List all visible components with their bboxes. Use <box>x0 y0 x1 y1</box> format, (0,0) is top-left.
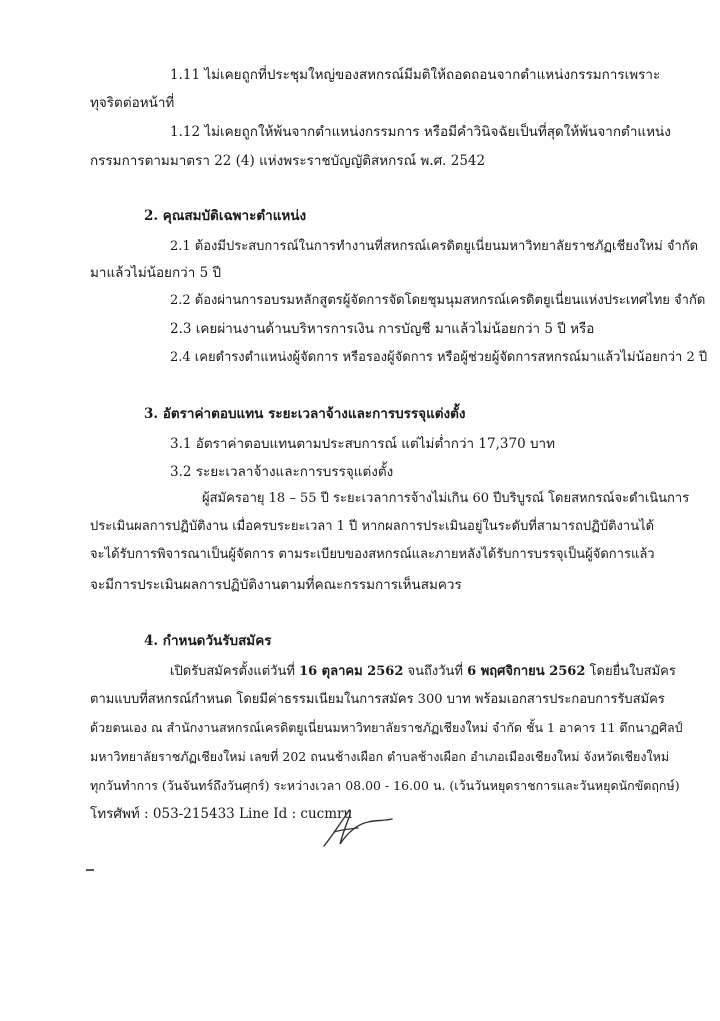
item-4-para-4: มหาวิทยาลัยราชภัฏเชียงใหม่ เลขที่ 202 ถนนช้างเผือก ตำบลช้างเผือก อำเภอเมืองเชียงใหม่ จังหวัดเชียงใหม่ <box>90 749 670 764</box>
item-3-2-para-4: จะมีการประเมินผลการปฏิบัติงานตามที่คณะกรรมการเห็นสมควร <box>90 577 462 593</box>
apply-start-label: เปิดรับสมัครตั้งแต่วันที่ <box>170 664 300 679</box>
section-4-heading: 4. กำหนดวันรับสมัคร <box>144 633 272 649</box>
section-3-heading: 3. อัตราค่าตอบแทน ระยะเวลาจ้างและการบรรจุแต่งตั้ง <box>144 406 466 422</box>
section-2-heading: 2. คุณสมบัติเฉพาะตำแหน่ง <box>144 208 307 224</box>
signature <box>318 802 398 852</box>
item-2-2: 2.2 ต้องผ่านการอบรมหลักสูตรผู้จัดการจัดโดยชุมนุมสหกรณ์เครดิตยูเนี่ยนแห่งประเทศไทย จำกัด <box>170 293 706 308</box>
apply-start-date: 16 ตุลาคม 2562 <box>299 664 404 679</box>
item-3-2-para-3: จะได้รับการพิจารณาเป็นผู้จัดการ ตามระเบียบของสหกรณ์และภายหลังได้รับการบรรจุเป็นผู้จัดการแล้ว <box>90 547 655 562</box>
item-3-1: 3.1 อัตราค่าตอบแทนตามประสบการณ์ แต่ไม่ต่ำกว่า 17,370 บาท <box>170 436 556 452</box>
apply-end-date: 6 พฤศจิกายน 2562 <box>467 664 586 679</box>
stray-mark <box>86 869 94 871</box>
item-2-3: 2.3 เคยผ่านงานด้านบริหารการเงิน การบัญชี มาแล้วไม่น้อยกว่า 5 ปี หรือ <box>170 321 595 337</box>
item-1-11-cont: ทุจริตต่อหน้าที่ <box>90 95 175 111</box>
item-1-12: 1.12 ไม่เคยถูกให้พ้นจากตำแหน่งกรรมการ หรือมีคำวินิจฉัยเป็นที่สุดให้พ้นจากตำแหน่ง <box>170 124 671 140</box>
item-4-para-3: ด้วยตนเอง ณ สำนักงานสหกรณ์เครดิตยูเนี่ยนมหาวิทยาลัยราชภัฏเชียงใหม่ จำกัด ชั้น 1 อาคาร 11 ตึกนาฏศิลป์ <box>90 720 683 735</box>
item-2-1-cont: มาแล้วไม่น้อยกว่า 5 ปี <box>90 265 222 281</box>
contact-line: โทรศัพท์ : 053-215433 Line Id : cucmru <box>90 806 353 822</box>
apply-end-label: จนถึงวันที่ <box>403 664 468 679</box>
item-1-11: 1.11 ไม่เคยถูกที่ประชุมใหญ่ของสหกรณ์มีมติให้ถอดถอนจากตำแหน่งกรรมการเพราะ <box>170 67 661 83</box>
item-3-2-para-1: ผู้สมัครอายุ 18 – 55 ปี ระยะเวลาการจ้างไม่เกิน 60 ปีบริบูรณ์ โดยสหกรณ์จะดำเนินการ <box>202 491 690 506</box>
item-4-para-2: ตามแบบที่สหกรณ์กำหนด โดยมีค่าธรรมเนียมในการสมัคร 300 บาท พร้อมเอกสารประกอบการรับสมัคร <box>90 692 665 707</box>
item-3-2-para-2: ประเมินผลการปฏิบัติงาน เมื่อครบระยะเวลา 1 ปี หากผลการประเมินอยู่ในระดับที่สามารถปฏิบัติงานได้ <box>90 519 655 534</box>
item-1-12-cont: กรรมการตามมาตรา 22 (4) แห่งพระราชบัญญัติสหกรณ์ พ.ศ. 2542 <box>90 153 486 169</box>
item-4-para-1 <box>170 663 676 681</box>
item-3-2: 3.2 ระยะเวลาจ้างและการบรรจุแต่งตั้ง <box>170 464 394 480</box>
item-2-4: 2.4 เคยดำรงตำแหน่งผู้จัดการ หรือรองผู้จัดการ หรือผู้ช่วยผู้จัดการสหกรณ์มาแล้วไม่น้อยกว่า 2 ปี <box>170 350 708 365</box>
apply-submit-text: โดยยื่นใบสมัคร <box>585 664 676 679</box>
item-2-1: 2.1 ต้องมีประสบการณ์ในการทำงานที่สหกรณ์เครดิตยูเนี่ยนมหาวิทยาลัยราชภัฏเชียงใหม่ จำกัด <box>170 239 699 254</box>
item-4-para-5: ทุกวันทำการ (วันจันทร์ถึงวันศุกร์) ระหว่างเวลา 08.00 - 16.00 น. (เว้นวันหยุดราชการและวันหยุดนักขัตฤกษ์) <box>90 778 680 793</box>
